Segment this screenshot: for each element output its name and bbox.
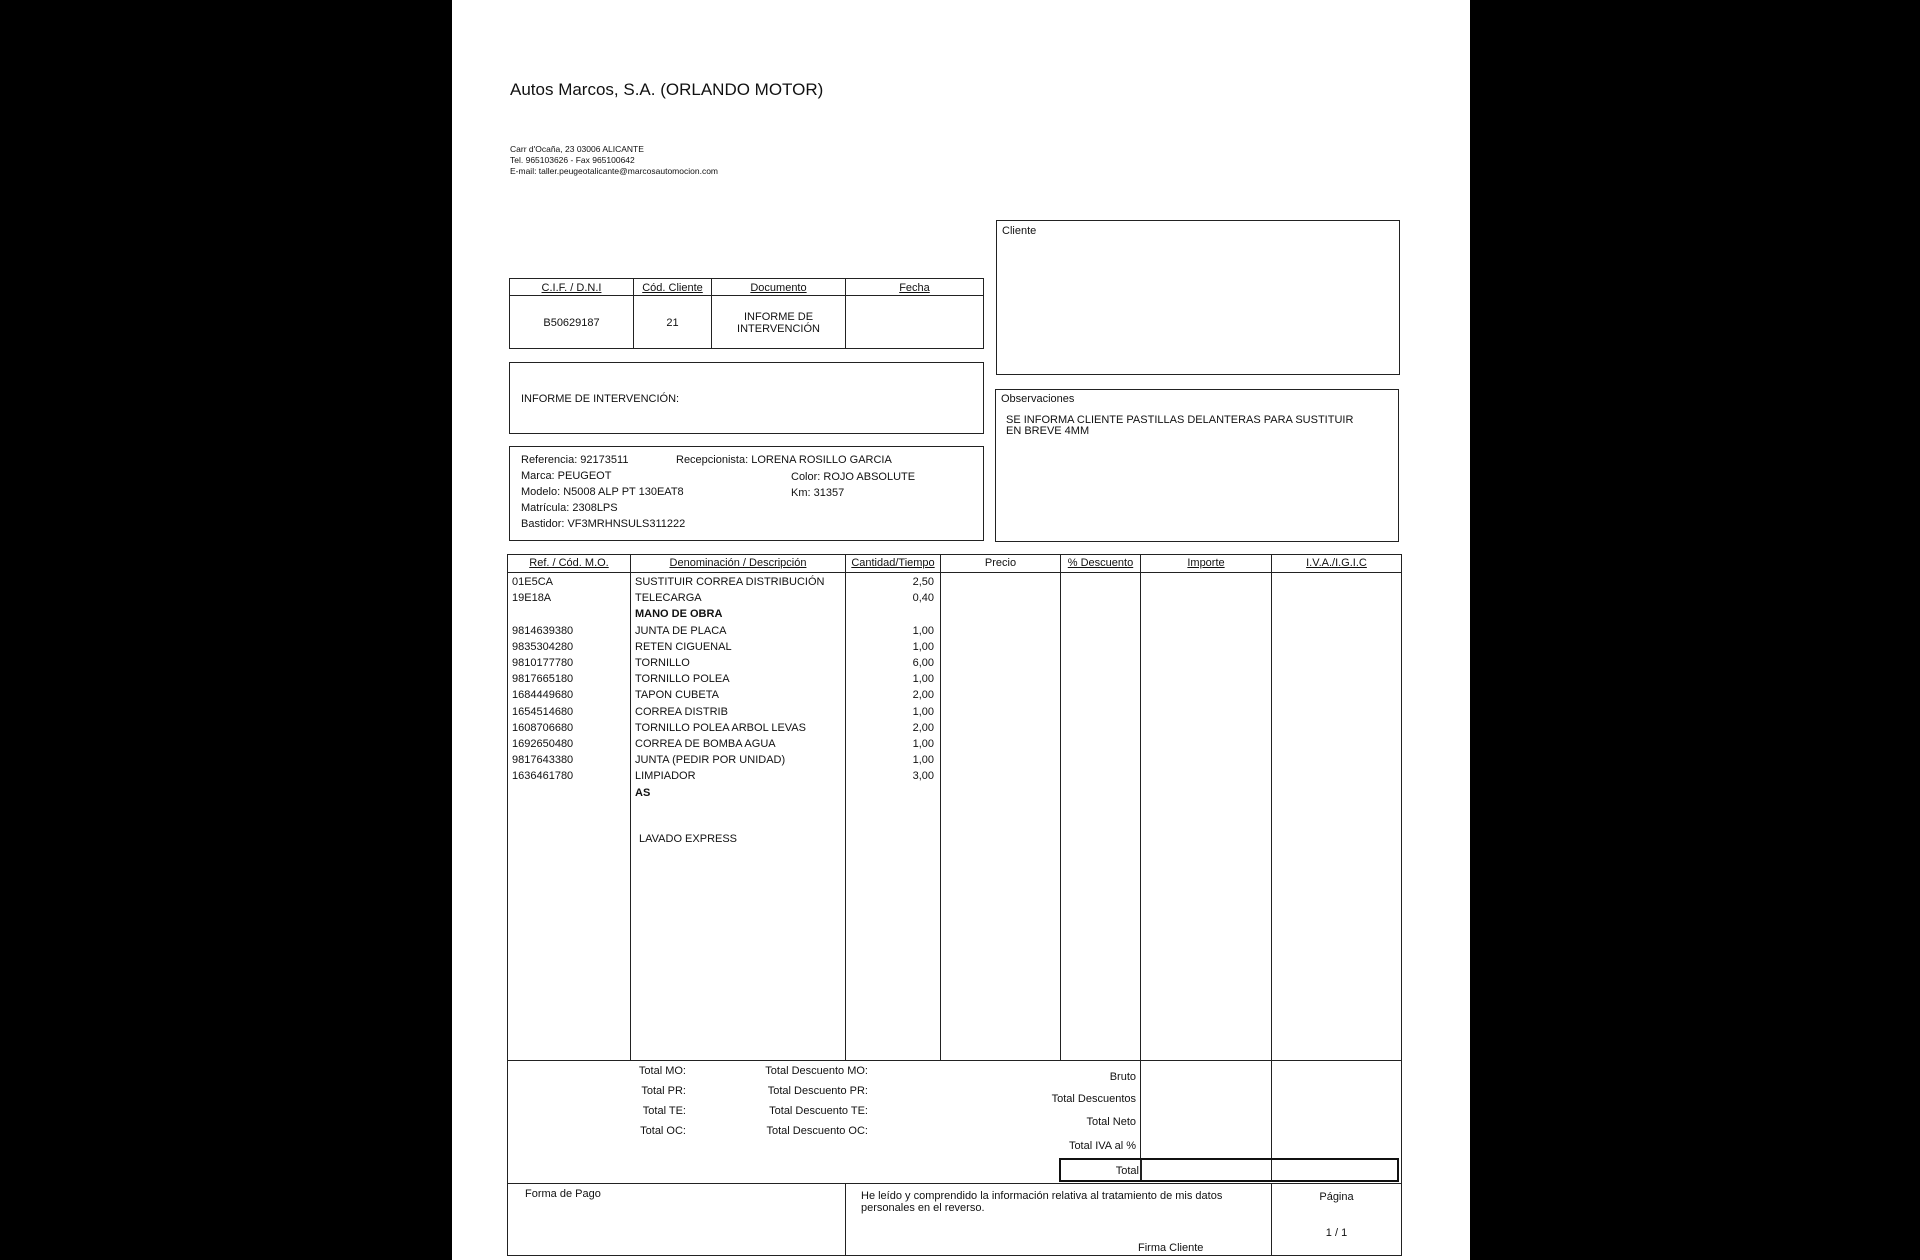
total-neto-label: Total Neto — [1086, 1116, 1136, 1128]
bruto-label: Bruto — [1109, 1071, 1136, 1083]
row-ref: 9810177780 — [512, 657, 574, 669]
row-ref: 9814639380 — [512, 624, 574, 637]
col-iva-header: I.V.A./I.G.I.C — [1306, 557, 1367, 569]
client-label: Cliente — [1002, 225, 1037, 237]
total-descuento-pr-label: Total Descuento PR: — [767, 1085, 868, 1097]
row-quantity: 1,00 — [912, 673, 934, 686]
vehicle-modelo: Modelo: N5008 ALP PT 130EAT8 — [521, 486, 684, 498]
client-box — [996, 220, 1400, 375]
cod-cliente-value: 21 — [666, 317, 679, 329]
firma-cliente-label: Firma Cliente — [1138, 1242, 1204, 1254]
row-description: JUNTA DE PLACA — [635, 624, 727, 637]
total-row — [1059, 1158, 1399, 1182]
table-row — [508, 576, 1401, 592]
row-description: JUNTA (PEDIR POR UNIDAD) — [635, 754, 786, 767]
cod-cliente-label: Cód. Cliente — [642, 282, 703, 294]
cif-value: B50629187 — [543, 317, 600, 329]
table-rows — [508, 576, 1401, 1056]
col-precio-header: Precio — [984, 557, 1017, 569]
total-descuento-te-label: Total Descuento TE: — [769, 1105, 868, 1117]
row-quantity: 1,00 — [912, 705, 934, 718]
total-label: Total — [1115, 1165, 1139, 1177]
row-description: TORNILLO POLEA ARBOL LEVAS — [635, 721, 806, 734]
lavado-express: LAVADO EXPRESS — [639, 833, 738, 845]
row-description: RETEN CIGUENAL — [635, 640, 732, 653]
total-oc-label: Total OC: — [640, 1125, 686, 1137]
row-description: AS — [635, 786, 651, 799]
total-descuentos-label: Total Descuentos — [1051, 1093, 1136, 1105]
observaciones-label: Observaciones — [1001, 393, 1075, 405]
table-row — [508, 657, 1401, 673]
total-pr-label: Total PR: — [641, 1085, 686, 1097]
row-ref: 1684449680 — [512, 689, 574, 702]
row-quantity: 6,00 — [912, 657, 934, 669]
col-descuento-header: % Descuento — [1067, 557, 1134, 569]
totals-section — [507, 1061, 1402, 1184]
fecha-label: Fecha — [899, 282, 930, 294]
col-qty-header: Cantidad/Tiempo — [851, 557, 935, 569]
row-quantity: 2,50 — [912, 576, 934, 588]
table-row — [508, 689, 1401, 705]
total-iva-label: Total IVA al % — [1068, 1140, 1136, 1152]
footer-section — [507, 1184, 1402, 1256]
row-quantity: 1,00 — [912, 754, 934, 767]
row-ref: 1654514680 — [512, 705, 574, 718]
row-description: SUSTITUIR CORREA DISTRIBUCIÓN — [635, 576, 825, 588]
row-description: TORNILLO POLEA — [635, 673, 730, 686]
vehicle-km: Km: 31357 — [791, 487, 845, 499]
documento-value-line2: INTERVENCIÓN — [737, 323, 820, 335]
table-row — [508, 641, 1401, 657]
row-ref: 9835304280 — [512, 640, 574, 653]
row-quantity: 1,00 — [912, 640, 934, 653]
total-descuento-mo-label: Total Descuento MO: — [765, 1065, 868, 1077]
row-ref: 19E18A — [512, 592, 552, 605]
table-row — [508, 706, 1401, 722]
informe-title: INFORME DE INTERVENCIÓN: — [521, 393, 680, 405]
row-quantity: 1,00 — [912, 738, 934, 750]
vehicle-matricula: Matrícula: 2308LPS — [521, 502, 618, 514]
observaciones-line1: SE INFORMA CLIENTE PASTILLAS DELANTERAS PARA SUSTITUIR — [1006, 414, 1354, 426]
row-quantity: 0,40 — [912, 592, 934, 605]
company-address: Carr d'Ocaña, 23 03006 ALICANTE — [510, 144, 644, 154]
col-ref-header: Ref. / Cód. M.O. — [529, 557, 609, 569]
row-ref: 9817665180 — [512, 673, 574, 686]
document-page — [452, 0, 1470, 1260]
row-description: CORREA DE BOMBA AGUA — [635, 738, 776, 750]
company-email: E-mail: taller.peugeotalicante@marcosautomocion.com — [510, 166, 719, 176]
observaciones-line2: EN BREVE 4MM — [1006, 425, 1090, 437]
row-description: CORREA DISTRIB — [635, 705, 728, 718]
document-header-table — [509, 278, 984, 349]
col-desc-header: Denominación / Descripción — [669, 557, 807, 569]
col-importe-header: Importe — [1187, 557, 1225, 569]
vehicle-referencia: Referencia: 92173511 — [521, 454, 629, 466]
table-row — [508, 770, 1401, 786]
total-te-label: Total TE: — [642, 1105, 686, 1117]
vehicle-box — [509, 446, 984, 541]
privacy-line2: personales en el reverso. — [861, 1202, 985, 1214]
pagina-value: 1 / 1 — [1325, 1227, 1348, 1239]
row-quantity: 2,00 — [912, 721, 934, 734]
row-description: TAPON CUBETA — [635, 689, 719, 702]
observaciones-box — [995, 389, 1399, 542]
row-ref: 1608706680 — [512, 721, 574, 734]
row-quantity: 1,00 — [912, 624, 934, 637]
forma-pago-label: Forma de Pago — [525, 1188, 601, 1200]
table-row — [508, 673, 1401, 689]
row-quantity: 2,00 — [912, 689, 934, 702]
table-row — [508, 625, 1401, 641]
vehicle-bastidor: Bastidor: VF3MRHNSULS311222 — [521, 518, 686, 530]
total-mo-label: Total MO: — [638, 1065, 686, 1077]
table-row — [508, 787, 1401, 803]
table-row — [508, 722, 1401, 738]
vehicle-marca: Marca: PEUGEOT — [521, 470, 612, 482]
privacy-line1: He leído y comprendido la información relativa al tratamiento de mis datos — [861, 1190, 1223, 1202]
row-ref: 01E5CA — [512, 576, 553, 588]
cif-label: C.I.F. / D.N.I — [541, 282, 602, 294]
total-descuento-oc-label: Total Descuento OC: — [766, 1125, 868, 1137]
table-row — [508, 592, 1401, 608]
pagina-label: Página — [1319, 1191, 1354, 1203]
row-quantity: 3,00 — [912, 770, 934, 783]
row-description: LIMPIADOR — [635, 770, 696, 783]
row-ref: 1692650480 — [512, 738, 574, 750]
row-ref: 9817643380 — [512, 754, 574, 767]
row-description: TELECARGA — [635, 592, 702, 605]
table-row — [508, 608, 1401, 624]
row-description: MANO DE OBRA — [635, 608, 723, 621]
informe-box — [509, 362, 984, 434]
company-name: Autos Marcos, S.A. (ORLANDO MOTOR) — [510, 80, 824, 99]
company-phone: Tel. 965103626 - Fax 965100642 — [510, 155, 635, 165]
table-row — [508, 738, 1401, 754]
row-ref: 1636461780 — [512, 770, 574, 783]
table-row — [508, 754, 1401, 770]
vehicle-color: Color: ROJO ABSOLUTE — [791, 471, 916, 483]
documento-label: Documento — [750, 282, 807, 294]
vehicle-recepcionista: Recepcionista: LORENA ROSILLO GARCIA — [676, 454, 892, 466]
row-description: TORNILLO — [635, 657, 690, 669]
items-table — [507, 554, 1402, 1061]
documento-value-line1: INFORME DE — [743, 311, 814, 323]
